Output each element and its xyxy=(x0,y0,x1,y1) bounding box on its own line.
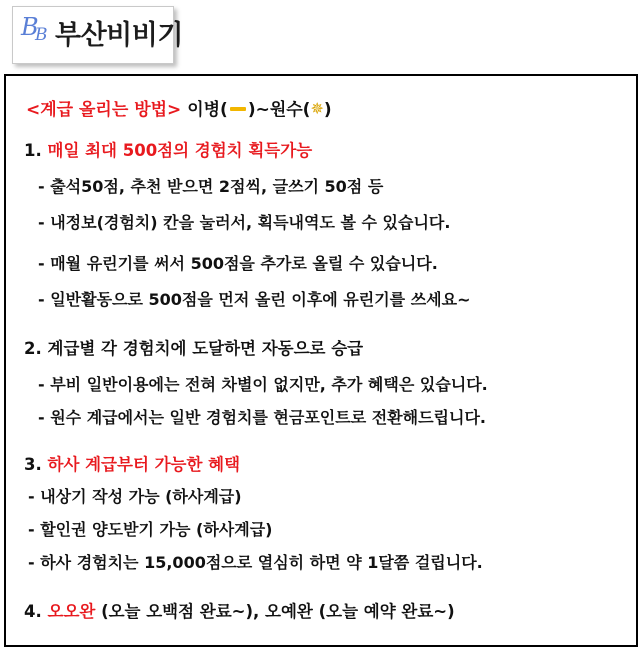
guide-title-mid: 이병( xyxy=(181,100,228,120)
guide-title-suffix: ) xyxy=(323,100,332,120)
section-3-number: 3. xyxy=(24,455,48,474)
section-4-title-red: 오오완 xyxy=(47,602,96,621)
section-1-number: 1. xyxy=(24,141,48,160)
section-3-item-3: - 하사 경험치는 15,000점으로 열심히 하면 약 1달쯤 걸립니다. xyxy=(28,553,483,572)
section-2-item-2: - 원수 계급에서는 일반 경험치를 현금포인트로 전환해드립니다. xyxy=(38,408,486,427)
gold-star-emblem-icon: ✵ xyxy=(310,99,324,118)
section-1-title: 매일 최대 500점의 경험치 획득가능 xyxy=(47,141,313,160)
logo xyxy=(12,6,183,64)
section-2-heading xyxy=(24,338,363,360)
section-1-item-3: - 매월 유린기를 써서 500점을 추가로 올릴 수 있습니다. xyxy=(38,254,438,273)
guide-title-mid2: )~원수( xyxy=(247,100,311,120)
section-2-number: 2. xyxy=(24,339,48,358)
section-3-heading xyxy=(24,454,240,476)
logo-letter-2: B xyxy=(35,25,48,45)
section-4-title-rest: (오늘 오백점 완료~), 오예완 (오늘 예약 완료~) xyxy=(95,602,455,621)
section-1-item-4: - 일반활동으로 500점을 먼저 올린 이후에 유린기를 쓰세요~ xyxy=(38,290,471,309)
section-1-heading xyxy=(24,140,312,162)
yellow-bar-icon xyxy=(230,107,246,111)
section-4-heading xyxy=(24,601,455,623)
section-2-item-1: - 부비 일반이용에는 전혀 차별이 없지만, 추가 혜택은 있습니다. xyxy=(38,375,488,394)
section-4-number: 4. xyxy=(24,602,48,621)
guide-title-prefix: <계급 올리는 방법> xyxy=(26,100,182,120)
section-1-item-1: - 출석50점, 추천 받으면 2점씩, 글쓰기 50점 등 xyxy=(38,177,384,196)
section-3-item-1: - 내상기 작성 가능 (하사계급) xyxy=(28,487,242,506)
rank-guide-panel xyxy=(4,74,638,647)
logo-name: 부산비비기 xyxy=(55,20,183,51)
section-1-item-2: - 내정보(경험치) 칸을 눌러서, 획득내역도 볼 수 있습니다. xyxy=(38,213,451,232)
section-3-title: 하사 계급부터 가능한 혜택 xyxy=(47,455,241,474)
guide-title xyxy=(26,99,332,121)
section-2-title: 계급별 각 경험치에 도달하면 자동으로 승급 xyxy=(47,339,364,358)
section-3-item-2: - 할인권 양도받기 가능 (하사계급) xyxy=(28,520,273,539)
logo-letter-1: B xyxy=(21,13,39,41)
